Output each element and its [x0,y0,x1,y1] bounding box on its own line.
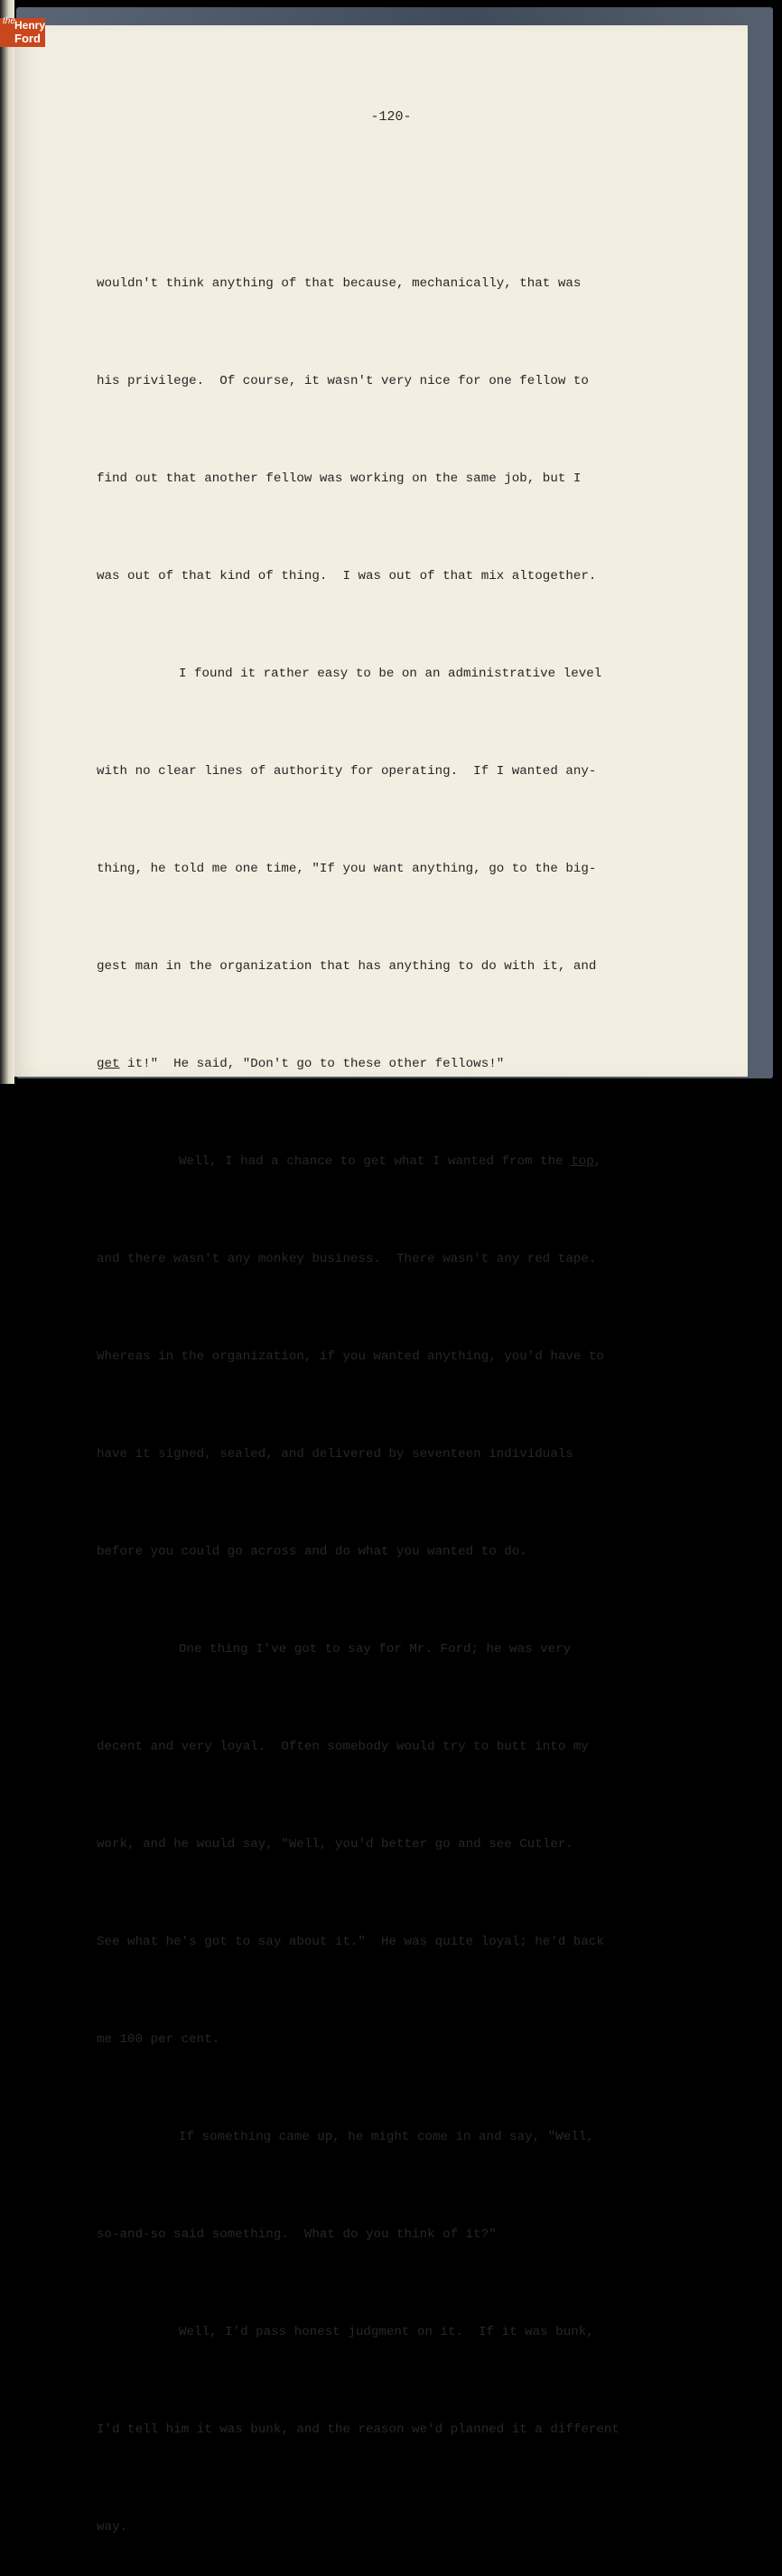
text-line: gest man in the organization that has anything to do with it, and [97,959,597,974]
text-line: I'd tell him it was bunk, and the reason we'd planned it a different [97,2422,619,2437]
facing-page-edge [0,0,14,1084]
text-line: have it signed, sealed, and delivered by seventeen individuals [97,1447,573,1461]
text-line: wouldn't think anything of that because, mechanically, that was [97,276,582,291]
text-line [97,1048,675,1080]
text-span: Well, I had a chance to get what I wanted from the [179,1154,572,1169]
text-line: work, and he would say, "Well, you'd better go and see Cutler. [97,1837,573,1852]
text-line: thing, he told me one time, "If you want anything, go to the big- [97,862,597,876]
text-line: so-and-so said something. What do you think of it?" [97,2227,497,2242]
underlined-word: top [571,1154,594,1169]
text-line: his privilege. Of course, it wasn't very nice for one fellow to [97,374,589,388]
logo-henry: Henry [14,19,46,32]
text-span: , [593,1154,602,1169]
text-span: it!" He said, "Don't go to these other fellows!" [119,1057,505,1071]
text-line: way. [97,2520,128,2534]
text-line: See what he's got to say about it." He was quite loyal; he'd back [97,1935,604,1949]
text-line: Whereas in the organization, if you wanted anything, you'd have to [97,1349,604,1364]
transcript-text [97,202,675,2576]
text-line: find out that another fellow was working on the same job, but I [97,471,582,486]
text-line: me 100 per cent. [97,2032,220,2047]
text-line: was out of that kind of thing. I was out of that mix altogether. [97,569,597,583]
text-line-paragraph-start [97,1145,675,1178]
page-number: -120- [370,109,412,125]
text-line-paragraph-start: I found it rather easy to be on an administrative level [179,667,602,681]
logo-ford: Ford [14,32,41,45]
text-line-paragraph-start: If something came up, he might come in and say, "Well, [179,2130,594,2144]
underlined-word: get [97,1057,120,1071]
text-line: before you could go across and do what you wanted to do. [97,1545,527,1559]
text-line-paragraph-start: One thing I've got to say for Mr. Ford; he was very [179,1642,572,1657]
text-line: decent and very loyal. Often somebody would try to butt into my [97,1740,589,1754]
text-line-paragraph-start: Well, I'd pass honest judgment on it. If it was bunk, [179,2325,594,2339]
text-line: and there wasn't any monkey business. There wasn't any red tape. [97,1252,597,1266]
logo-the: the [3,16,15,26]
text-line: with no clear lines of authority for operating. If I wanted any- [97,764,597,779]
henry-ford-logo [0,18,45,47]
